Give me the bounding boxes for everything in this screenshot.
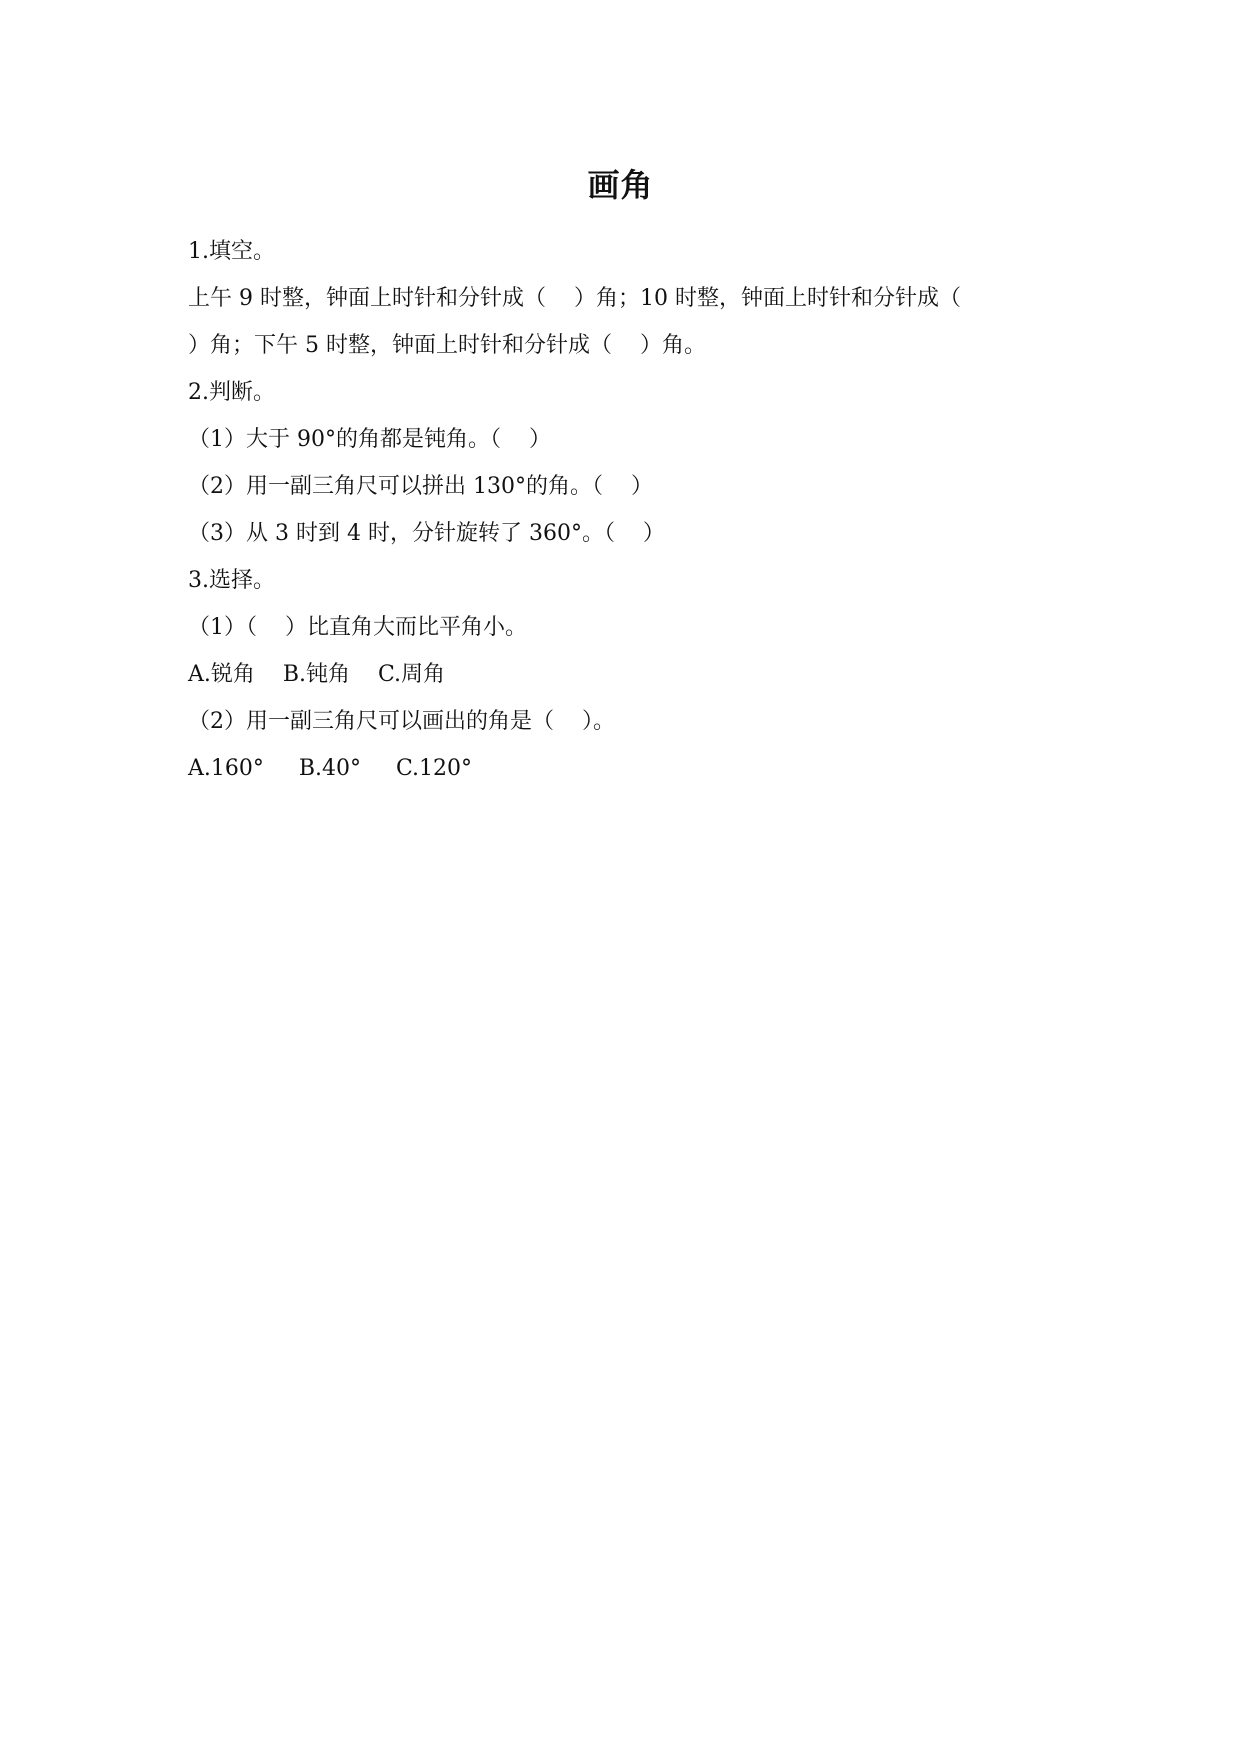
page-title: 画角 — [587, 166, 654, 204]
section-heading-judge: 2.判断。 — [188, 380, 275, 405]
fill-in-line-1: 上午 9 时整，钟面上时针和分针成（ ）角；10 时整，钟面上时针和分针成（ — [188, 286, 961, 311]
judge-item-3: （3）从 3 时到 4 时，分针旋转了 360°。（ ） — [188, 521, 665, 546]
choice-question-1: （1）（ ）比直角大而比平角小。 — [188, 615, 527, 640]
section-heading-choice: 3.选择。 — [188, 568, 275, 593]
choice-question-2: （2）用一副三角尺可以画出的角是（ ）。 — [188, 709, 615, 734]
judge-item-1: （1）大于 90°的角都是钝角。（ ） — [188, 427, 551, 452]
fill-in-line-2: ）角；下午 5 时整，钟面上时针和分针成（ ）角。 — [188, 333, 706, 358]
worksheet-content — [188, 228, 1058, 792]
section-heading-fill-in: 1.填空。 — [188, 239, 275, 264]
judge-item-2: （2）用一副三角尺可以拼出 130°的角。（ ） — [188, 474, 653, 499]
choice-options-2: A.160° B.40° C.120° — [188, 756, 472, 781]
choice-options-1: A.锐角 B.钝角 C.周角 — [188, 662, 446, 687]
